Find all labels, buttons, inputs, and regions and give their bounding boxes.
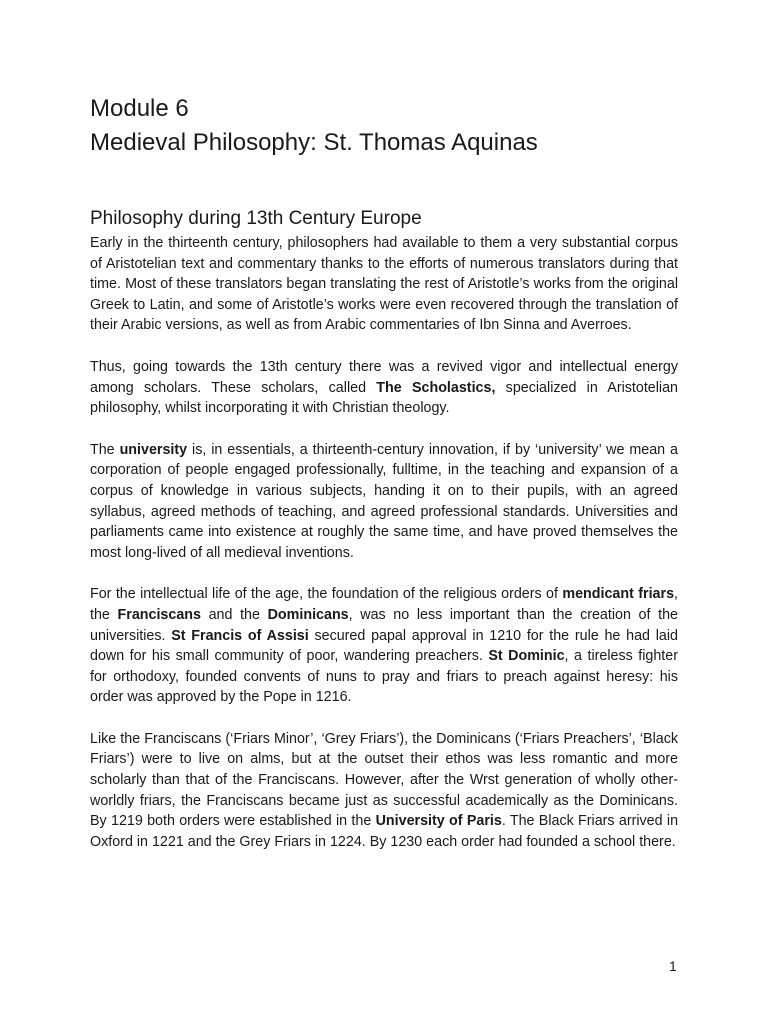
document-page <box>90 92 678 873</box>
section-heading: Philosophy during 13th Century Europe <box>90 208 422 229</box>
paragraph-university <box>90 440 678 564</box>
bold-term: mendicant friars <box>562 586 675 603</box>
paragraph-text: . The Black Friars arrived in Oxford in 1221 and the Grey Friars in 1224. By 1230 each order had founded a school there. <box>90 813 679 850</box>
paragraph-text: For the intellectual life of the age, the foundation of the religious orders of <box>90 586 563 603</box>
paragraph-scholastics <box>90 357 678 419</box>
paragraph-text: Thus, going towards the 13th century there was a revived vigor and intellectual energy among scholars. These scholars, called <box>90 358 678 396</box>
bold-term: St Dominic <box>488 648 565 665</box>
bold-term: St Francis of Assisi <box>171 627 309 644</box>
paragraph-text: is, in essentials, a thirteenth-century innovation, if by ‘university’ we mean a corporation of people engaged professionally, fulltime, in the teaching and expansion of a corpus of knowledge in various subjects, handing it on to their pupils, with an agreed syllabus, agreed methods of teaching, and agreed professional standards. Universities and parliaments came into existence at roughly the same time, and have proved themselves the most long-lived of all medieval inventions. <box>90 441 678 561</box>
paragraph-text: Like the Franciscans (‘Friars Minor’, ‘Grey Friars’), the Dominicans (‘Friars Preachers’, ‘Black Friars’) were to live on alms, but at the outset their ethos was less romantic and more scholarly than that of the Franciscans. However, after the Wrst generation of wholly other-worldly friars, the Franciscans became just as successful academically as the Dominicans. By 1219 both orders were established in the <box>90 730 678 830</box>
paragraph-text: Early in the thirteenth century, philosophers had available to them a very substantial corpus of Aristotelian text and commentary thanks to the efforts of numerous translators during that time. Most of these translators began translating the rest of Aristotle’s works from the original Greek to Latin, and some of Aristotle’s works were even recovered through the translation of their Arabic versions, as well as from Arabic commentaries of Ibn Sinna and Averroes. <box>90 235 678 334</box>
page-number: 1 <box>669 958 677 974</box>
paragraph-friars <box>90 729 678 853</box>
paragraph-text: , was no less important than the creation of the universities. <box>90 606 678 644</box>
paragraph-text: and the <box>200 606 268 623</box>
bold-term: Franciscans <box>117 606 201 623</box>
paragraph-mendicant-orders <box>90 584 678 708</box>
module-title: Medieval Philosophy: St. Thomas Aquinas <box>90 129 538 156</box>
paragraph-text: secured papal approval in 1210 for the rule he had laid down for his small community of poor, wandering preachers. <box>90 627 678 665</box>
paragraph-text: , a tireless fighter for orthodoxy, founded convents of nuns to pray and friars to preach against heresy: his order was approved by the Pope in 1216. <box>90 648 678 706</box>
bold-term: university <box>119 441 188 458</box>
bold-term: University of Paris <box>375 813 502 830</box>
paragraph-text: specialized in Aristotelian philosophy, whilst incorporating it with Christian theology. <box>90 379 679 417</box>
module-number: Module 6 <box>90 95 189 122</box>
bold-term: Dominicans <box>267 606 349 623</box>
bold-term: The Scholastics, <box>376 379 496 396</box>
paragraph-text: The <box>90 441 120 458</box>
paragraph-text: , the <box>90 586 679 623</box>
paragraph-translations <box>90 233 678 336</box>
